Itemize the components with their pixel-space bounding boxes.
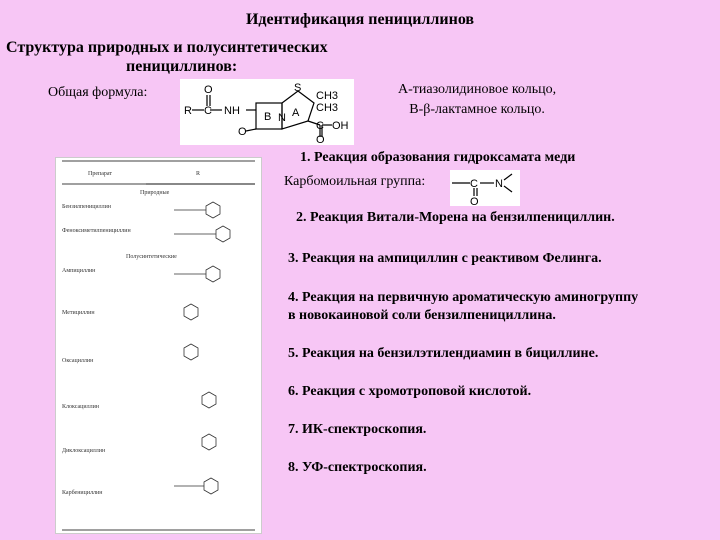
ring-description	[398, 80, 556, 120]
table-drawing	[56, 158, 261, 533]
reaction-item: 1. Реакция образования гидроксамата меди	[300, 150, 576, 165]
general-formula-label: Общая формула:	[48, 85, 148, 100]
reaction-item: 3. Реакция на ампициллин с реактивом Фелинга.	[288, 251, 602, 266]
reaction-item: 4. Реакция на первичную ароматическую аминогруппу	[288, 290, 639, 305]
benzene-ring	[184, 344, 198, 360]
penicillins-structure-table	[55, 157, 262, 534]
benzene-ring	[204, 478, 218, 494]
atom-n: N	[495, 178, 503, 190]
section-heading	[6, 38, 328, 76]
atom-o: O	[470, 196, 479, 206]
atom-n: N	[278, 112, 286, 124]
reaction-item: 8. УФ-спектроскопия.	[288, 460, 427, 475]
ring-label-a: A	[292, 107, 300, 119]
table-row-name: Бензилпенициллин	[62, 204, 112, 210]
atom-c: C	[204, 105, 212, 117]
table-row-name: Клоксациллин	[62, 404, 99, 410]
table-section-semisynthetic: Полусинтетические	[126, 254, 177, 260]
atom-nh: NH	[224, 105, 240, 117]
ring-a-label: А-тиазолидиновое кольцо,	[398, 82, 557, 97]
ring-label-b: B	[264, 111, 272, 123]
table-row-name: Диклоксациллин	[62, 448, 106, 454]
atom-c: C	[470, 178, 478, 190]
reaction-item: 5. Реакция на бензилэтилендиамин в бициллине.	[288, 346, 599, 361]
ring-b-label: В-β-лактамное кольцо.	[409, 102, 545, 117]
carbamoyl-label: Карбомоильная группа:	[284, 174, 426, 189]
benzene-ring	[202, 392, 216, 408]
atom-r: R	[184, 105, 192, 117]
table-header-drug: Препарат	[88, 171, 112, 177]
atom-ch3-a: CH3	[316, 90, 339, 102]
table-row-name: Оксациллин	[62, 358, 94, 364]
table-row-name: Ампициллин	[62, 268, 96, 274]
table-header-r: R	[196, 171, 201, 177]
atom-oh: OH	[332, 120, 349, 132]
reaction-item: 2. Реакция Витали-Морена на бензилпенициллин.	[296, 210, 615, 225]
benzene-ring	[206, 266, 220, 282]
benzene-ring	[184, 304, 198, 320]
subtitle-line-1: Структура природных и полусинтетических	[6, 39, 328, 56]
atom-o-lactam: O	[238, 126, 247, 138]
carbamoyl-group-structure	[450, 170, 520, 206]
atom-o-carboxyl: O	[316, 134, 325, 145]
formula-structure-drawing	[180, 79, 354, 145]
atom-o-carbonyl: O	[204, 84, 213, 96]
reaction-item: 7. ИК-спектроскопия.	[288, 422, 427, 437]
benzene-ring	[202, 434, 216, 450]
reaction-item: 6. Реакция с хромотроповой кислотой.	[288, 384, 532, 399]
penicillin-general-formula	[180, 79, 354, 145]
table-row-name: Феноксиметилпенициллин	[62, 228, 131, 234]
carbamoyl-drawing	[450, 170, 520, 206]
page-title: Идентификация пенициллинов	[245, 11, 475, 28]
atom-s: S	[294, 82, 302, 94]
benzene-ring	[216, 226, 230, 242]
atom-ch3-b: CH3	[316, 102, 339, 114]
reaction-item-continued: в новокаиновой соли бензилпенициллина.	[288, 308, 556, 323]
atom-c-carboxyl: C	[316, 120, 324, 132]
subtitle-line-2: пенициллинов:	[126, 58, 238, 75]
benzene-ring	[206, 202, 220, 218]
table-row-name: Карбенициллин	[62, 490, 103, 496]
table-section-natural: Природные	[140, 190, 170, 196]
table-row-name: Метициллин	[62, 310, 95, 316]
